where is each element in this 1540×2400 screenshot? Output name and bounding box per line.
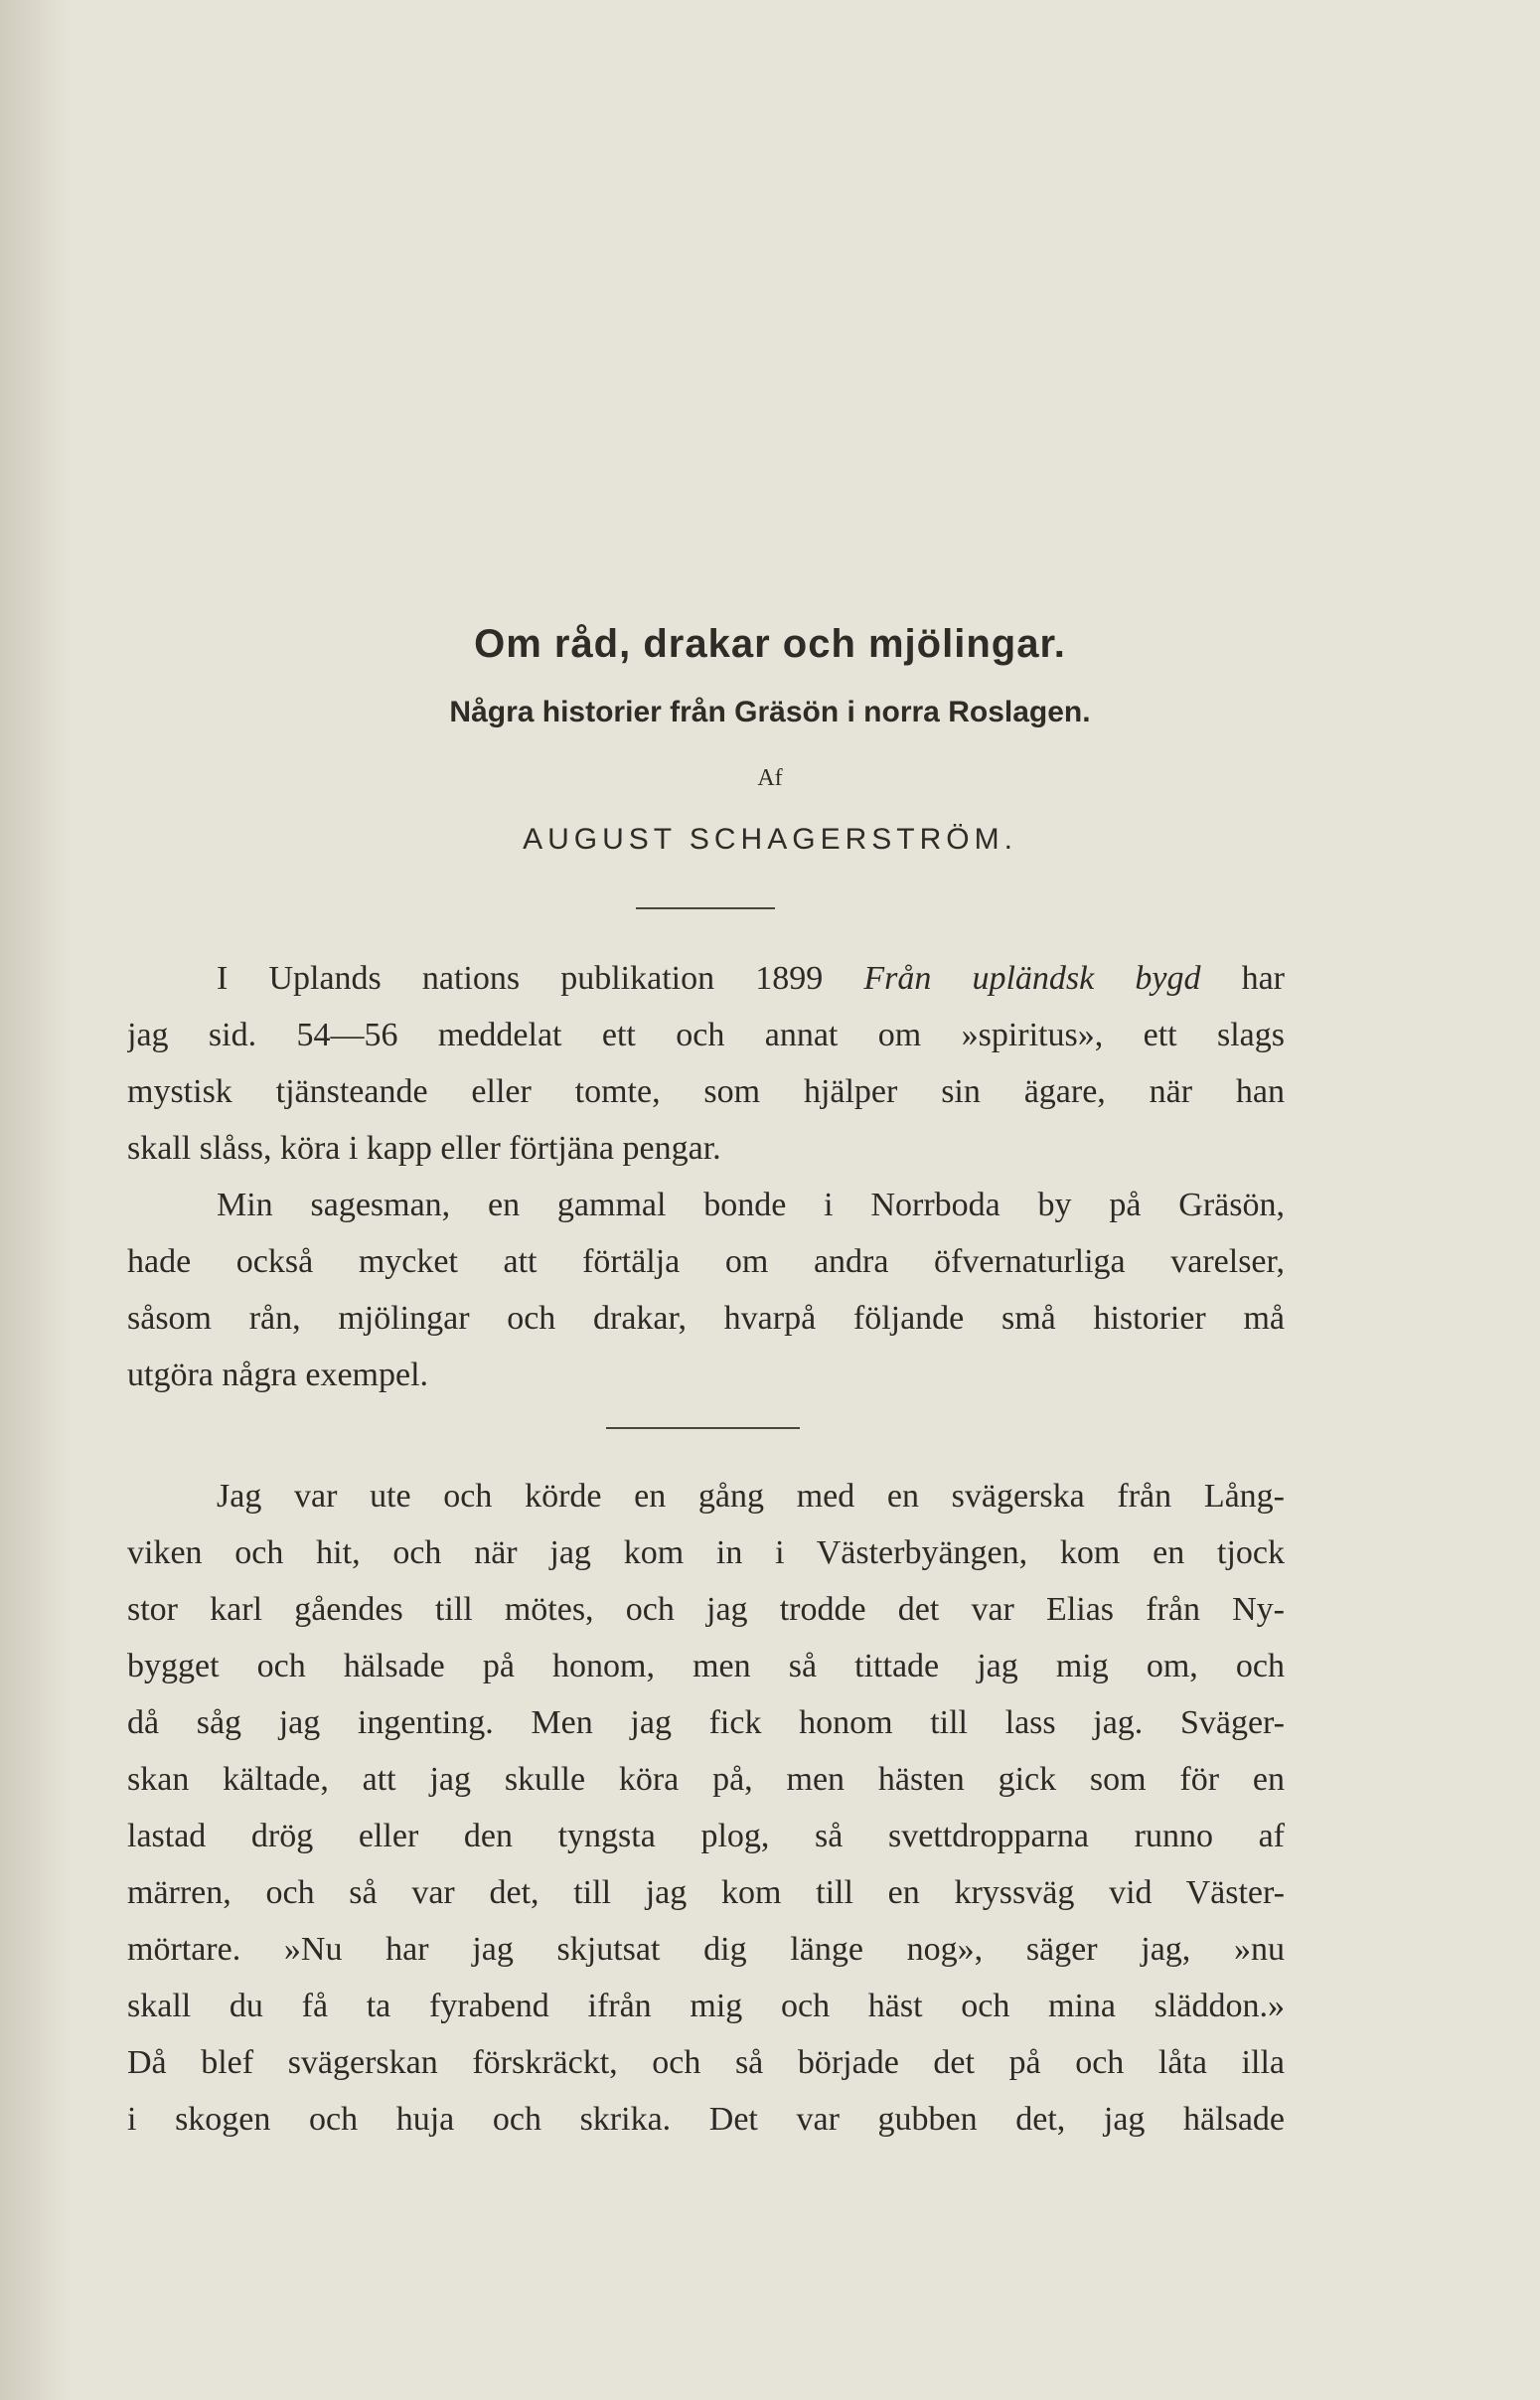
text-line: märren, och så var det, till jag kom till en kryssväg vid Väster- [127, 1874, 1285, 1911]
author-name: AUGUST SCHAGERSTRÖM. [523, 823, 1017, 856]
text-line: lastad drög eller den tyngsta plog, så svettdropparna runno af [127, 1818, 1285, 1854]
page-edge-shadow [0, 0, 70, 2400]
text-line: skall slåss, köra i kapp eller förtjäna pengar. [127, 1130, 721, 1167]
text-line: då såg jag ingenting. Men jag fick honom till lass jag. Sväger- [127, 1704, 1285, 1741]
text-line: skan kältade, att jag skulle köra på, men hästen gick som för en [127, 1761, 1285, 1798]
text-line: såsom rån, mjölingar och drakar, hvarpå följande små historier må [127, 1300, 1285, 1337]
byline-prefix: Af [757, 765, 783, 791]
title-divider [636, 907, 775, 909]
text-line: viken och hit, och när jag kom in i Västerbyängen, kom en tjock [127, 1534, 1285, 1571]
article-subtitle: Några historier från Gräsön i norra Roslagen. [449, 696, 1091, 728]
intro-paragraph [127, 950, 1285, 1177]
text-line: utgöra några exempel. [127, 1357, 429, 1393]
text-line: jag sid. 54—56 meddelat ett och annat om »spiritus», ett slags [127, 1017, 1285, 1053]
text-line: hade också mycket att förtälja om andra öfvernaturliga varelser, [127, 1243, 1285, 1280]
article-title: Om råd, drakar och mjölingar. [474, 622, 1066, 666]
text-line: mörtare. »Nu har jag skjutsat dig länge nog», säger jag, »nu [127, 1931, 1285, 1968]
book-title: Från upländsk bygd [863, 960, 1201, 997]
story-paragraph [127, 1468, 1285, 2148]
text-line: stor karl gåendes till mötes, och jag trodde det var Elias från Ny- [127, 1591, 1285, 1628]
text-line: Då blef svägerskan förskräckt, och så började det på och låta illa [127, 2044, 1285, 2081]
text-line: i skogen och huja och skrika. Det var gubben det, jag hälsade [127, 2101, 1285, 2138]
text-line: I Uplands nations publikation 1899 Från upländsk bygd har [217, 960, 1285, 997]
text-line: mystisk tjänsteande eller tomte, som hjälper sin ägare, när han [127, 1073, 1285, 1110]
text-line: Jag var ute och körde en gång med en svägerska från Lång- [217, 1478, 1285, 1515]
section-divider [606, 1427, 800, 1429]
text-line: skall du få ta fyrabend ifrån mig och häst och mina släddon.» [127, 1988, 1285, 2024]
sagesman-paragraph [127, 1177, 1285, 1403]
text-line: bygget och hälsade på honom, men så tittade jag mig om, och [127, 1648, 1285, 1684]
text-line: Min sagesman, en gammal bonde i Norrboda by på Gräsön, [217, 1187, 1285, 1223]
